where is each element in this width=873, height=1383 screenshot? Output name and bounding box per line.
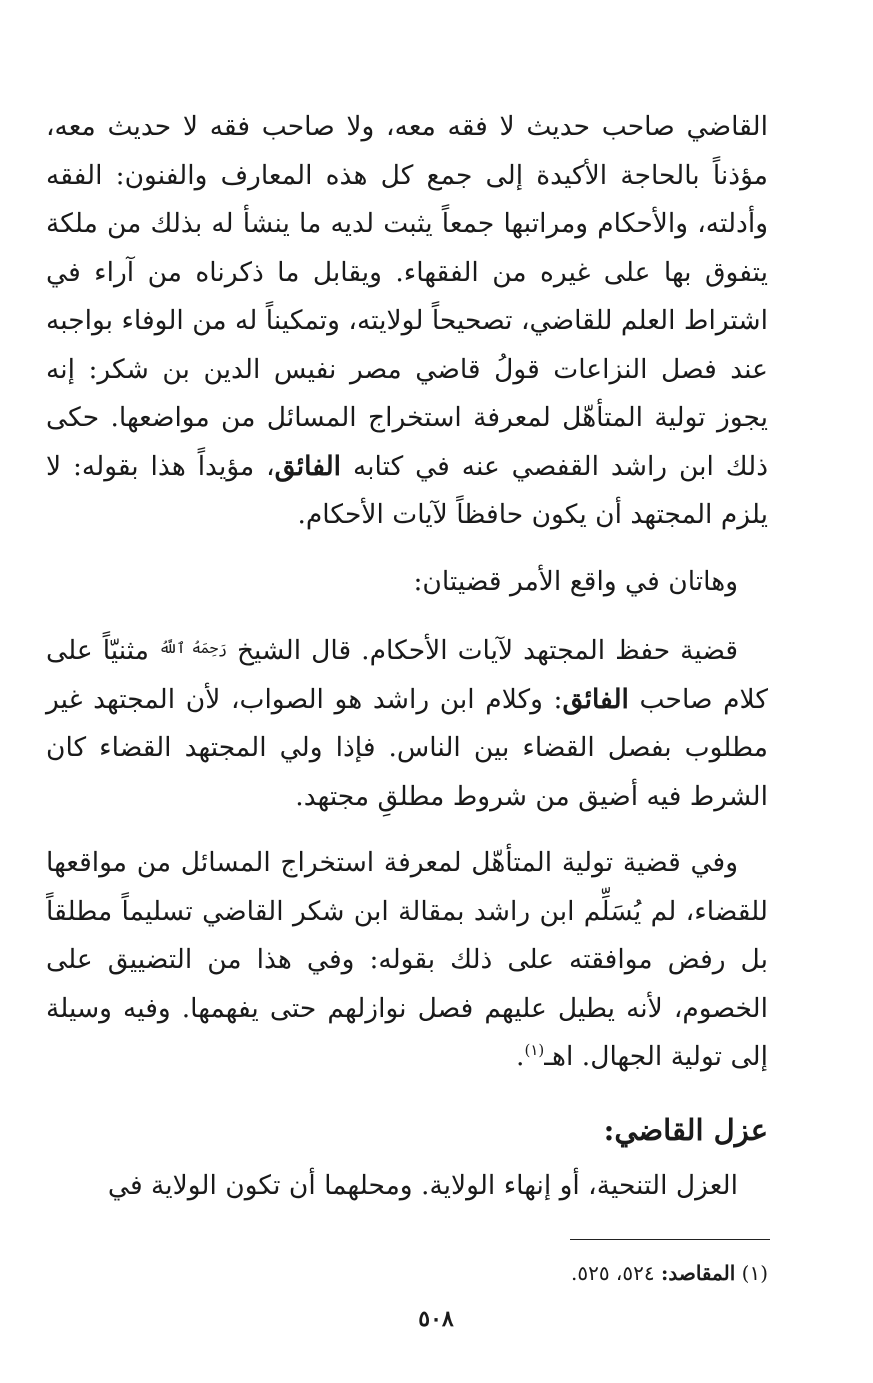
paragraph-5: العزل التنحية، أو إنهاء الولاية. ومحلهما أن تكون الولاية في xyxy=(107,1169,738,1201)
page-number: ٥٠٨ xyxy=(418,1306,454,1332)
book-title-fa2iq: الفائق xyxy=(274,450,342,482)
footnote-label: المقاصد: xyxy=(660,1261,736,1285)
footnote-marker: (١) xyxy=(741,1261,768,1285)
paragraph-3 xyxy=(46,624,768,821)
footnote-divider xyxy=(570,1239,770,1240)
footnote-text: ٥٢٤، ٥٢٥. xyxy=(570,1261,655,1285)
honorific-glyph: رَحِمَهُ ٱللَّهُ xyxy=(159,639,227,657)
book-title-fa2iq-2: الفائق xyxy=(562,683,629,715)
paragraph-3-start: قضية حفظ المجتهد لآيات الأحكام. قال الشيخ xyxy=(226,635,738,666)
paragraph-1-text: القاضي صاحب حديث لا فقه معه، ولا صاحب فقه لا حديث معه، مؤذناً بالحاجة الأكيدة إلى جمع كل هذه المعارف والفنون: الفقه وأدلته، والأحكام ومراتبها جمعاً يثبت لديه ما ينشأ له بذلك من ملكة يتفوق بها على غيره من الفقهاء. ويقابل ما ذكرناه من آراء في اشتراط العلم للقاضي، تصحيحاً لولايته، وتمكيناً له من الوفاء بواجبه عند فصل النزاعات قولُ قاضي مصر نفيس الدين بن شكر: إنه يجوز تولية المتأهّل لمعرفة استخراج المسائل من مواضعها. حكى ذلك ابن راشد القفصي عنه في كتابه xyxy=(46,111,768,482)
paragraph-3-mid: مثنيّاً على كلام صاحب xyxy=(46,635,768,715)
paragraph-3-end: : وكلام ابن راشد هو الصواب، لأن المجتهد غير مطلوب بفصل القضاء بين الناس. فإذا ولي المجتهد القضاء كان الشرط فيه أضيق من شروط مطلقِ مجتهد. xyxy=(46,683,768,812)
paragraph-1 xyxy=(46,103,768,540)
paragraph-4-text: وفي قضية تولية المتأهّل لمعرفة استخراج المسائل من مواقعها للقضاء، لم يُسَلِّم ابن راشد بمقالة ابن شكر القاضي تسليماً مطلقاً بل رفض موافقته على ذلك بقوله: وفي هذا من التضييق على الخصوم، لأنه يطيل عليهم فصل نوازلهم حتى يفهمها. وفيه وسيلة إلى تولية الجهال. اهـ xyxy=(46,847,768,1072)
paragraph-1-end: ، مؤيداً هذا بقوله: لا يلزم المجتهد أن يكون حافظاً لآيات الأحكام. xyxy=(46,450,768,530)
footnote-reference[interactable]: (١) xyxy=(524,1041,545,1059)
paragraph-4-end: . xyxy=(516,1041,525,1072)
footnote xyxy=(46,1257,768,1289)
section-heading: عزل القاضي: xyxy=(603,1112,768,1147)
paragraph-2: وهاتان في واقع الأمر قضيتان: xyxy=(413,565,738,597)
page-body xyxy=(46,103,768,1210)
paragraph-4 xyxy=(46,839,768,1082)
